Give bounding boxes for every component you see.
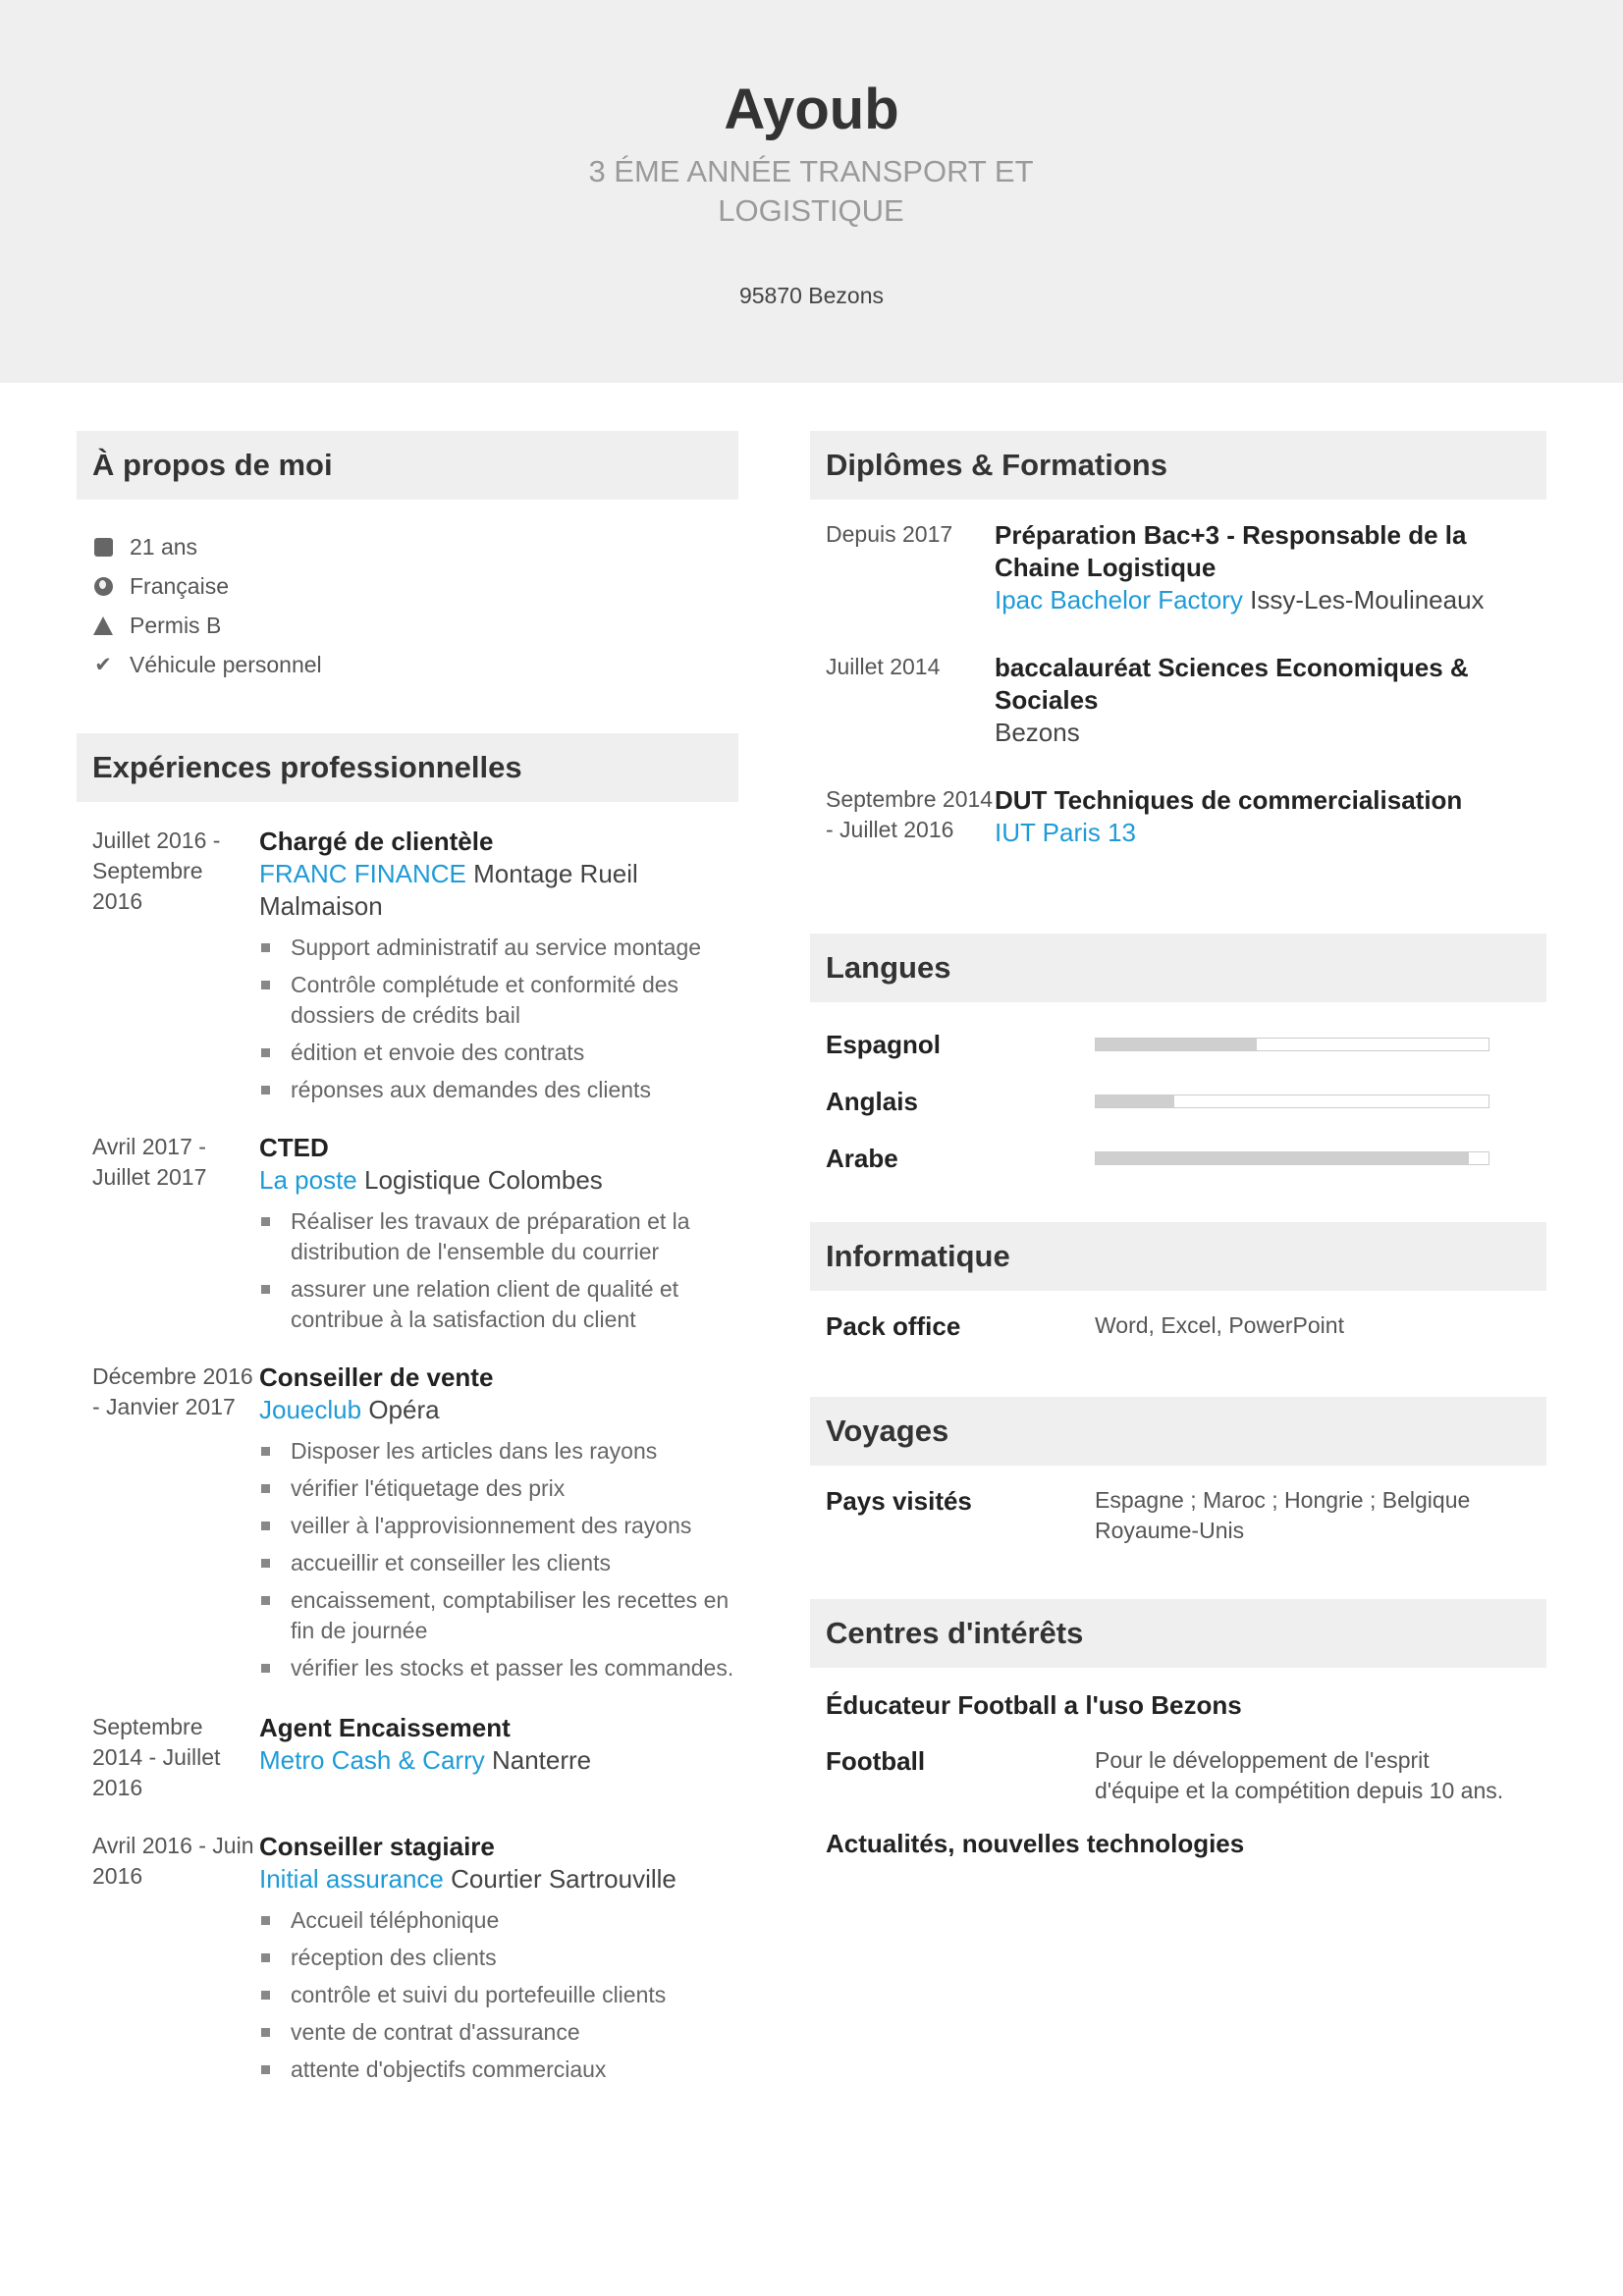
company-link[interactable]: Metro Cash & Carry: [259, 1745, 485, 1775]
it-value: Word, Excel, PowerPoint: [1095, 1312, 1344, 1338]
bullet-item: Contrôle complétude et conformité des dossiers de crédits bail: [259, 970, 738, 1031]
about-text: 21 ans: [130, 533, 198, 560]
experience-bullets: [259, 1905, 738, 2085]
interests-list: [810, 1689, 1546, 1860]
education-title: Préparation Bac+3 - Responsable de la Chaine Logistique: [995, 520, 1467, 582]
interest-key: Football: [826, 1746, 926, 1776]
about-text: Véhicule personnel: [130, 651, 322, 677]
company-link[interactable]: La poste: [259, 1165, 357, 1195]
language-name: Anglais: [826, 1086, 918, 1116]
bullet-item: encaissement, comptabiliser les recettes en fin de journée: [259, 1585, 738, 1646]
travel-row: [810, 1485, 1546, 1546]
about-item-nationality: [92, 566, 738, 606]
bullet-item: édition et envoie des contrats: [259, 1038, 738, 1068]
education-item: [810, 519, 1546, 616]
experience-place: Opéra: [368, 1395, 440, 1424]
experience-place: Courtier Sartrouville: [451, 1864, 676, 1894]
bullet-item: veiller à l'approvisionnement des rayons: [259, 1511, 738, 1541]
experience-org: [259, 1863, 738, 1896]
travel-key: Pays visités: [826, 1486, 972, 1516]
right-column: [810, 431, 1546, 1858]
language-level-fill: [1096, 1039, 1257, 1050]
company-link[interactable]: FRANC FINANCE: [259, 859, 466, 888]
bullet-item: vente de contrat d'assurance: [259, 2017, 738, 2048]
square-icon: [92, 536, 114, 558]
check-icon: ✔: [94, 653, 112, 676]
education-heading: Diplômes & Formations: [810, 431, 1546, 500]
about-text: Française: [130, 572, 229, 599]
language-name: Arabe: [826, 1143, 898, 1173]
experience-date: Juillet 2016 - Septembre 2016: [92, 828, 221, 914]
interest-item: Éducateur Football a l'uso Bezons: [826, 1690, 1242, 1720]
school-link[interactable]: Ipac Bachelor Factory: [995, 585, 1243, 614]
experience-place: Logistique Colombes: [363, 1165, 603, 1195]
experience-place: Nanterre: [491, 1745, 592, 1775]
bullet-item: vérifier les stocks et passer les commandes.: [259, 1653, 738, 1683]
experience-role: Agent Encaissement: [259, 1713, 511, 1742]
bullet-item: réponses aux demandes des clients: [259, 1075, 738, 1105]
company-link[interactable]: Joueclub: [259, 1395, 362, 1424]
language-level-fill: [1096, 1152, 1469, 1164]
languages-heading: Langues: [810, 934, 1546, 1002]
travel-value: Espagne ; Maroc ; Hongrie ; Belgique Royaume-Unis: [1095, 1487, 1471, 1543]
bullet-item: Support administratif au service montage: [259, 933, 738, 963]
experience-date: Avril 2017 - Juillet 2017: [92, 1134, 207, 1190]
cv-header: [0, 0, 1623, 383]
education-list: [810, 519, 1546, 849]
education-date: Juillet 2014: [826, 654, 941, 679]
experience-org: [259, 1164, 738, 1197]
experience-item: [77, 1362, 738, 1690]
language-level-bar: [1095, 1038, 1489, 1051]
experience-date: Septembre 2014 - Juillet 2016: [92, 1714, 221, 1800]
candidate-title: 3 ÉME ANNÉE TRANSPORT ET LOGISTIQUE: [588, 154, 1034, 228]
education-org: [995, 717, 1546, 749]
school-link[interactable]: IUT Paris 13: [995, 818, 1137, 847]
it-row: [810, 1310, 1546, 1343]
experience-item: [77, 1132, 738, 1342]
experience-date: Avril 2016 - Juin 2016: [92, 1833, 254, 1889]
bullet-item: attente d'objectifs commerciaux: [259, 2055, 738, 2085]
candidate-name: Ayoub: [724, 78, 899, 141]
experience-bullets: [259, 1206, 738, 1335]
about-heading: À propos de moi: [77, 431, 738, 500]
bullet-item: Réaliser les travaux de préparation et la distribution de l'ensemble du courrier: [259, 1206, 738, 1267]
experience-item: [77, 826, 738, 1112]
language-level-bar: [1095, 1151, 1489, 1165]
about-list: [77, 500, 738, 684]
education-date: Depuis 2017: [826, 521, 953, 547]
language-level-fill: [1096, 1095, 1174, 1107]
experience-role: Chargé de clientèle: [259, 827, 494, 856]
languages-list: [810, 1016, 1546, 1187]
experience-list: [77, 826, 738, 2092]
road-icon: [92, 614, 114, 636]
language-row: [810, 1073, 1546, 1130]
experience-org: [259, 1744, 738, 1777]
language-name: Espagnol: [826, 1029, 942, 1059]
experience-place: Montage Rueil Malmaison: [259, 859, 638, 921]
company-link[interactable]: Initial assurance: [259, 1864, 444, 1894]
about-item-age: [92, 527, 738, 566]
education-place: Bezons: [995, 718, 1080, 747]
bullet-item: réception des clients: [259, 1943, 738, 1973]
experience-role: Conseiller de vente: [259, 1362, 494, 1392]
education-item: [810, 652, 1546, 749]
education-org: [995, 584, 1546, 616]
education-place: Issy-Les-Moulineaux: [1250, 585, 1485, 614]
about-item-vehicle: [92, 645, 738, 684]
interests-heading: Centres d'intérêts: [810, 1599, 1546, 1668]
about-item-license: [92, 606, 738, 645]
education-title: DUT Techniques de commercialisation: [995, 785, 1463, 815]
interest-value: Pour le développement de l'esprit d'équipe et la compétition depuis 10 ans.: [1095, 1747, 1504, 1803]
experience-bullets: [259, 1436, 738, 1683]
language-level-bar: [1095, 1095, 1489, 1108]
interest-item: Actualités, nouvelles technologies: [826, 1829, 1245, 1858]
bullet-item: Accueil téléphonique: [259, 1905, 738, 1936]
globe-icon: [92, 575, 114, 597]
experience-date: Décembre 2016 - Janvier 2017: [92, 1363, 253, 1419]
left-column: [77, 431, 738, 2092]
experience-item: [77, 1712, 738, 1803]
bullet-item: assurer une relation client de qualité et contribue à la satisfaction du client: [259, 1274, 738, 1335]
candidate-location: 95870 Bezons: [738, 283, 885, 308]
interest-row: [810, 1745, 1546, 1806]
experience-item: [77, 1831, 738, 2092]
education-item: [810, 784, 1546, 849]
bullet-item: Disposer les articles dans les rayons: [259, 1436, 738, 1467]
about-text: Permis B: [130, 612, 222, 638]
it-key: Pack office: [826, 1311, 961, 1341]
experience-heading: Expériences professionnelles: [77, 733, 738, 802]
bullet-item: contrôle et suivi du portefeuille clients: [259, 1980, 738, 2010]
language-row: [810, 1130, 1546, 1187]
education-org: [995, 817, 1546, 849]
bullet-item: vérifier l'étiquetage des prix: [259, 1473, 738, 1504]
bullet-item: accueillir et conseiller les clients: [259, 1548, 738, 1578]
experience-org: [259, 1394, 738, 1426]
experience-role: Conseiller stagiaire: [259, 1832, 495, 1861]
education-title: baccalauréat Sciences Economiques & Sociales: [995, 653, 1469, 715]
education-date: Septembre 2014 - Juillet 2016: [826, 786, 994, 842]
it-heading: Informatique: [810, 1222, 1546, 1291]
language-row: [810, 1016, 1546, 1073]
experience-org: [259, 858, 738, 923]
experience-role: CTED: [259, 1133, 329, 1162]
experience-bullets: [259, 933, 738, 1105]
travel-heading: Voyages: [810, 1397, 1546, 1466]
